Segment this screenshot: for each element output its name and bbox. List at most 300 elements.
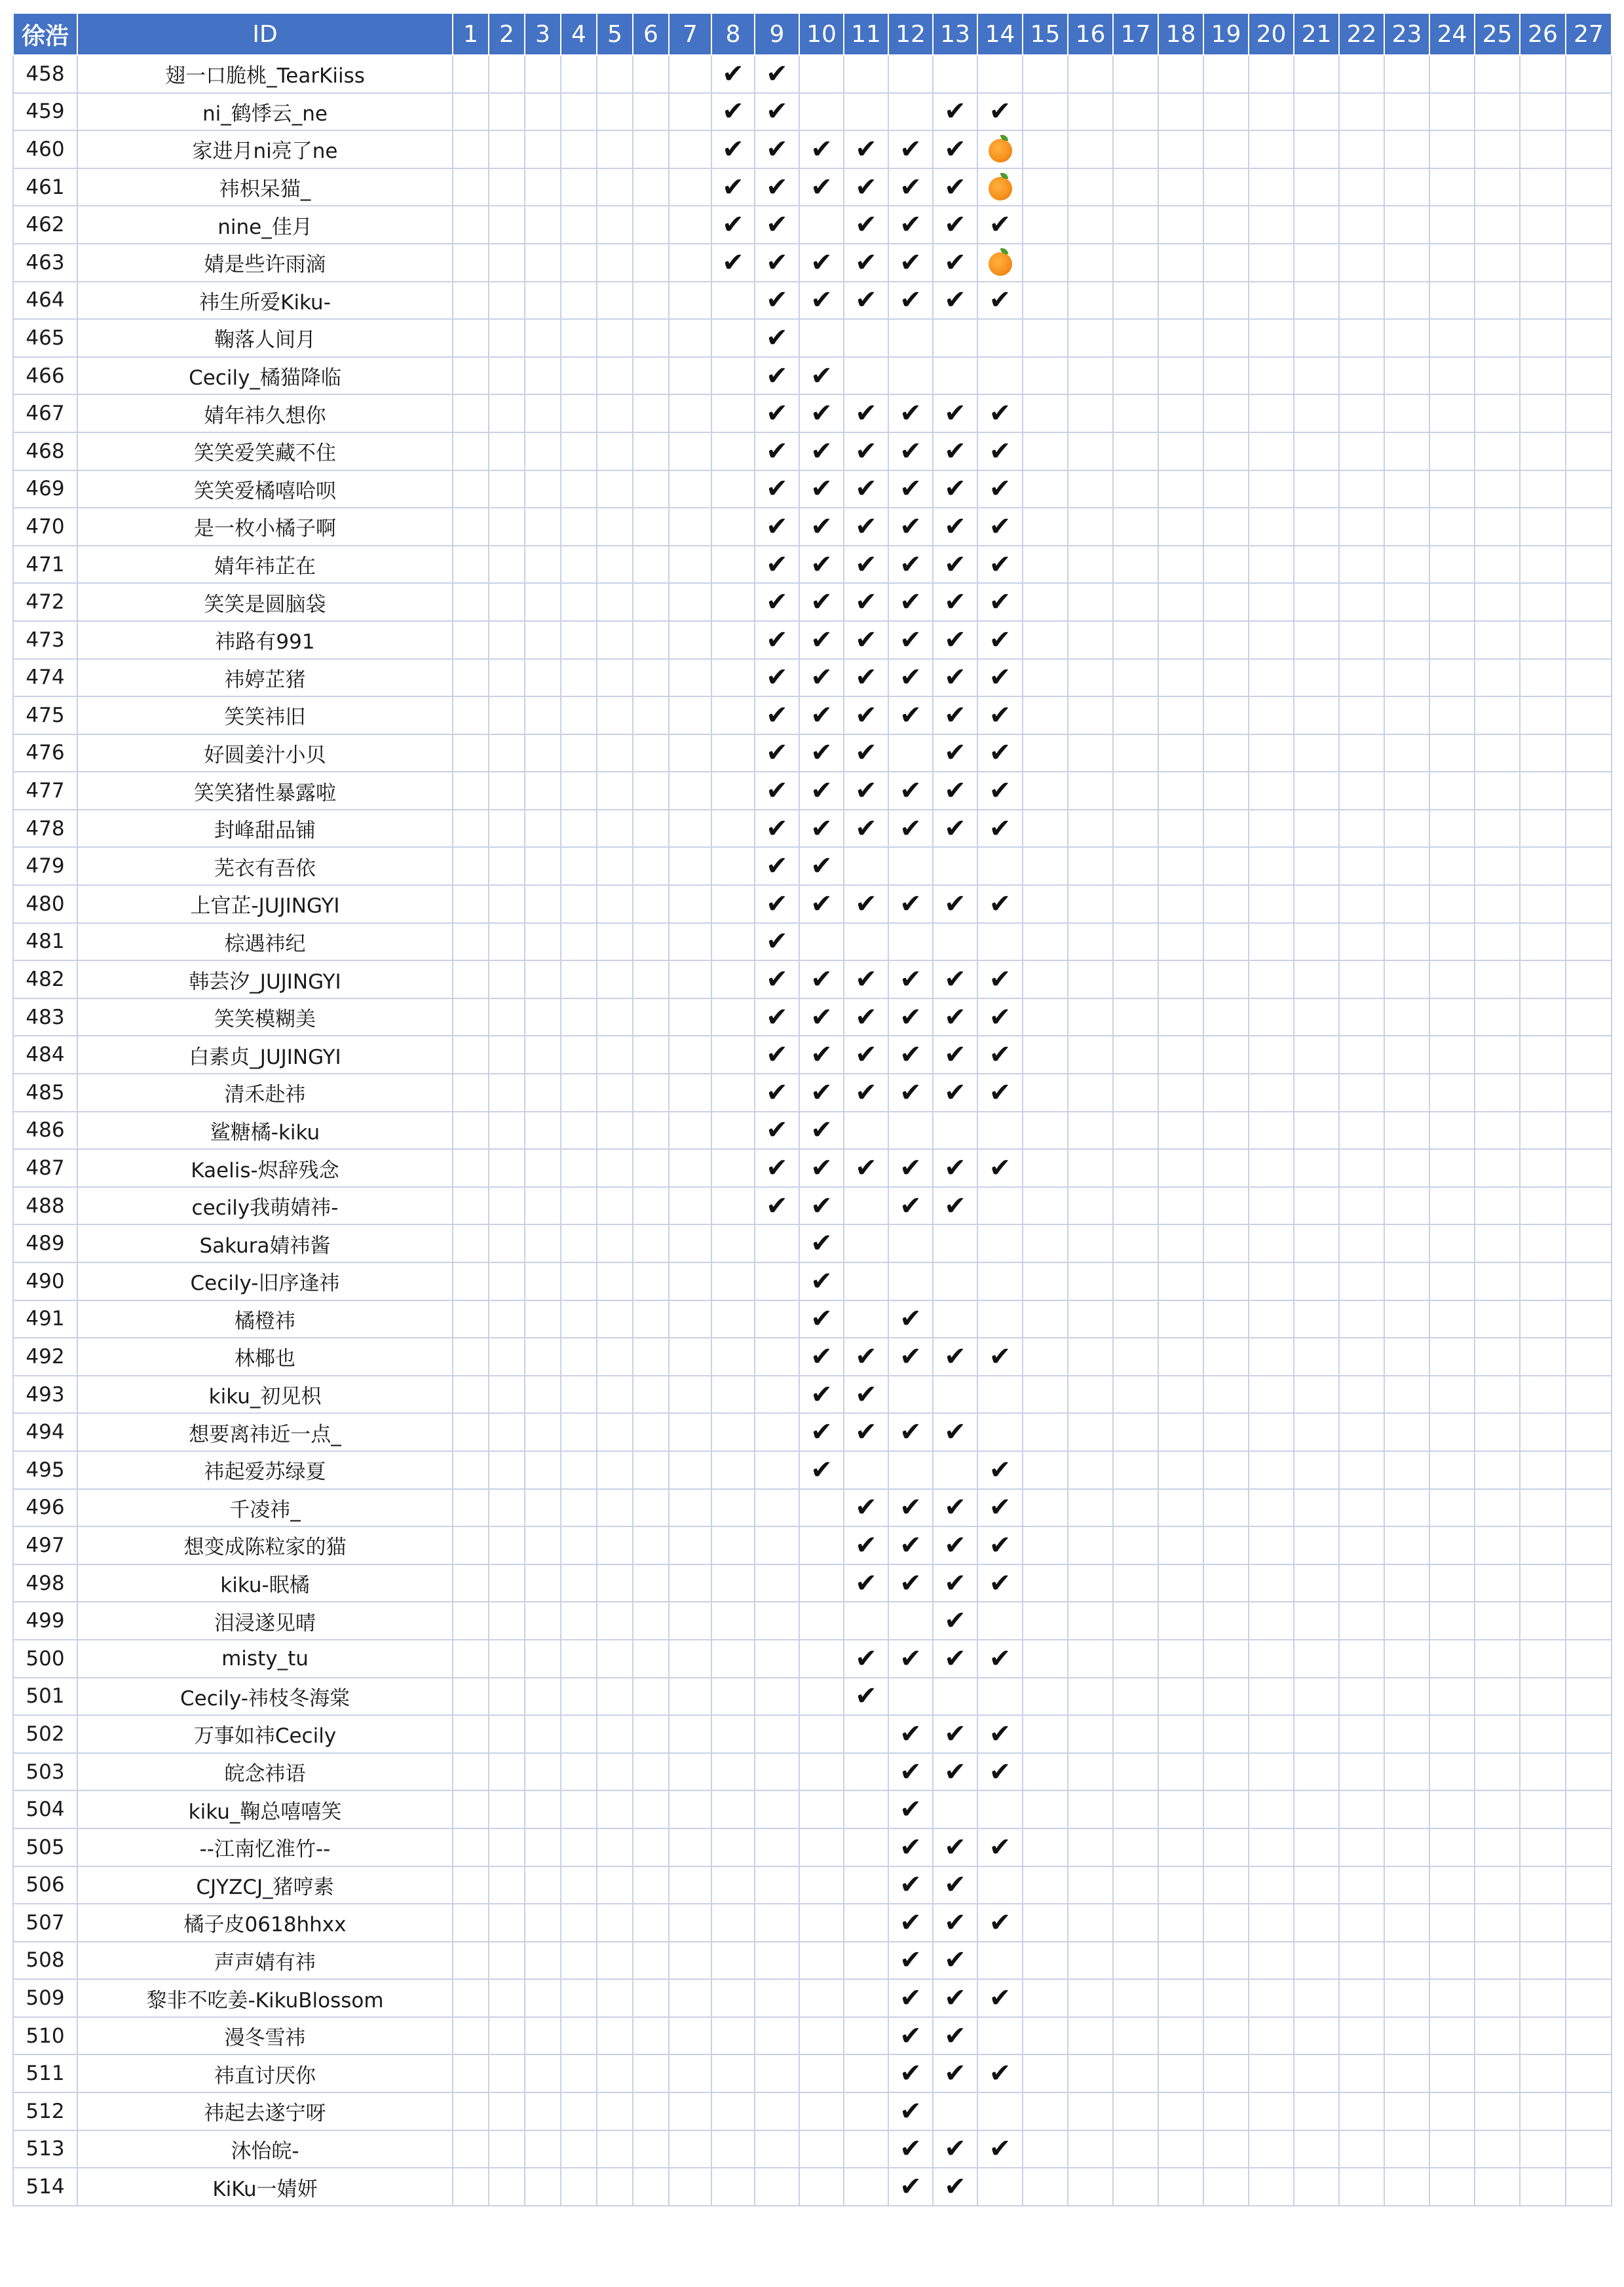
- day-17-cell[interactable]: [1113, 998, 1158, 1036]
- day-4-cell[interactable]: [561, 1602, 597, 1640]
- day-11-cell[interactable]: [844, 432, 888, 470]
- day-24-cell[interactable]: [1429, 2130, 1475, 2168]
- day-16-cell[interactable]: [1068, 394, 1113, 432]
- day-3-cell[interactable]: [525, 394, 561, 432]
- day-20-cell[interactable]: [1249, 1828, 1294, 1866]
- day-11-cell[interactable]: [844, 1866, 888, 1904]
- day-14-cell[interactable]: [977, 1224, 1023, 1262]
- day-7-cell[interactable]: [669, 810, 711, 848]
- day-26-cell[interactable]: [1520, 394, 1566, 432]
- day-10-cell[interactable]: [799, 1715, 844, 1753]
- day-20-cell[interactable]: [1249, 1451, 1294, 1489]
- day-21-cell[interactable]: [1294, 1828, 1339, 1866]
- day-14-cell[interactable]: [977, 2054, 1023, 2092]
- day-15-cell[interactable]: [1023, 508, 1068, 546]
- day-6-cell[interactable]: [633, 1074, 669, 1112]
- day-12-cell[interactable]: [888, 1112, 933, 1150]
- day-12-cell[interactable]: [888, 1753, 933, 1791]
- day-6-cell[interactable]: [633, 1262, 669, 1300]
- day-19-cell[interactable]: [1203, 1526, 1249, 1564]
- header-day-25[interactable]: 25: [1475, 13, 1520, 55]
- user-id-cell[interactable]: kiku_鞠总嘻嘻笑: [77, 1790, 453, 1828]
- day-24-cell[interactable]: [1429, 1224, 1475, 1262]
- day-14-cell[interactable]: [977, 357, 1023, 395]
- day-16-cell[interactable]: [1068, 1149, 1113, 1187]
- day-22-cell[interactable]: [1339, 244, 1384, 282]
- day-18-cell[interactable]: [1158, 2017, 1203, 2055]
- day-17-cell[interactable]: [1113, 1224, 1158, 1262]
- day-25-cell[interactable]: [1475, 734, 1520, 772]
- day-13-cell[interactable]: [933, 1112, 977, 1150]
- day-18-cell[interactable]: [1158, 1866, 1203, 1904]
- day-7-cell[interactable]: [669, 1074, 711, 1112]
- day-26-cell[interactable]: [1520, 696, 1566, 734]
- day-20-cell[interactable]: [1249, 923, 1294, 961]
- day-27-cell[interactable]: [1566, 432, 1612, 470]
- day-9-cell[interactable]: [755, 546, 799, 584]
- day-24-cell[interactable]: [1429, 1942, 1475, 1980]
- day-5-cell[interactable]: [597, 1828, 633, 1866]
- day-1-cell[interactable]: [453, 2168, 489, 2206]
- day-19-cell[interactable]: [1203, 546, 1249, 584]
- day-13-cell[interactable]: [933, 357, 977, 395]
- day-4-cell[interactable]: [561, 810, 597, 848]
- day-5-cell[interactable]: [597, 244, 633, 282]
- day-25-cell[interactable]: [1475, 1790, 1520, 1828]
- day-12-cell[interactable]: [888, 1942, 933, 1980]
- day-18-cell[interactable]: [1158, 2168, 1203, 2206]
- day-1-cell[interactable]: [453, 1526, 489, 1564]
- day-6-cell[interactable]: [633, 1866, 669, 1904]
- row-number-cell[interactable]: 469: [13, 470, 77, 508]
- day-17-cell[interactable]: [1113, 960, 1158, 998]
- day-25-cell[interactable]: [1475, 960, 1520, 998]
- day-3-cell[interactable]: [525, 885, 561, 923]
- day-4-cell[interactable]: [561, 1904, 597, 1942]
- day-25-cell[interactable]: [1475, 244, 1520, 282]
- day-10-cell[interactable]: [799, 2168, 844, 2206]
- row-number-cell[interactable]: 506: [13, 1866, 77, 1904]
- day-16-cell[interactable]: [1068, 1564, 1113, 1602]
- day-17-cell[interactable]: [1113, 1564, 1158, 1602]
- day-2-cell[interactable]: [489, 810, 525, 848]
- day-12-cell[interactable]: [888, 772, 933, 810]
- day-14-cell[interactable]: [977, 1564, 1023, 1602]
- day-26-cell[interactable]: [1520, 659, 1566, 697]
- day-10-cell[interactable]: [799, 1904, 844, 1942]
- day-13-cell[interactable]: [933, 206, 977, 244]
- day-5-cell[interactable]: [597, 1036, 633, 1074]
- day-3-cell[interactable]: [525, 1828, 561, 1866]
- day-24-cell[interactable]: [1429, 772, 1475, 810]
- header-day-7[interactable]: 7: [669, 13, 711, 55]
- day-2-cell[interactable]: [489, 1753, 525, 1791]
- day-21-cell[interactable]: [1294, 1715, 1339, 1753]
- day-27-cell[interactable]: [1566, 1300, 1612, 1338]
- day-27-cell[interactable]: [1566, 1262, 1612, 1300]
- day-25-cell[interactable]: [1475, 1187, 1520, 1225]
- day-2-cell[interactable]: [489, 244, 525, 282]
- day-14-cell[interactable]: [977, 1715, 1023, 1753]
- day-12-cell[interactable]: [888, 2092, 933, 2130]
- day-19-cell[interactable]: [1203, 1112, 1249, 1150]
- day-4-cell[interactable]: [561, 1187, 597, 1225]
- day-21-cell[interactable]: [1294, 2092, 1339, 2130]
- day-21-cell[interactable]: [1294, 1489, 1339, 1527]
- day-11-cell[interactable]: [844, 168, 888, 206]
- day-11-cell[interactable]: [844, 1074, 888, 1112]
- day-17-cell[interactable]: [1113, 1300, 1158, 1338]
- day-7-cell[interactable]: [669, 1564, 711, 1602]
- day-17-cell[interactable]: [1113, 1451, 1158, 1489]
- day-15-cell[interactable]: [1023, 319, 1068, 357]
- day-6-cell[interactable]: [633, 2017, 669, 2055]
- day-24-cell[interactable]: [1429, 470, 1475, 508]
- day-15-cell[interactable]: [1023, 1753, 1068, 1791]
- row-number-cell[interactable]: 471: [13, 546, 77, 584]
- day-16-cell[interactable]: [1068, 55, 1113, 93]
- user-id-cell[interactable]: 好圆姜汁小贝: [77, 734, 453, 772]
- day-3-cell[interactable]: [525, 696, 561, 734]
- day-5-cell[interactable]: [597, 1790, 633, 1828]
- day-3-cell[interactable]: [525, 1224, 561, 1262]
- day-3-cell[interactable]: [525, 1149, 561, 1187]
- day-20-cell[interactable]: [1249, 1187, 1294, 1225]
- day-25-cell[interactable]: [1475, 1526, 1520, 1564]
- row-number-cell[interactable]: 500: [13, 1640, 77, 1678]
- day-22-cell[interactable]: [1339, 508, 1384, 546]
- day-9-cell[interactable]: [755, 1187, 799, 1225]
- day-23-cell[interactable]: [1384, 1262, 1429, 1300]
- row-number-cell[interactable]: 479: [13, 847, 77, 885]
- day-11-cell[interactable]: [844, 1149, 888, 1187]
- day-26-cell[interactable]: [1520, 2130, 1566, 2168]
- day-19-cell[interactable]: [1203, 923, 1249, 961]
- day-27-cell[interactable]: [1566, 621, 1612, 659]
- day-21-cell[interactable]: [1294, 696, 1339, 734]
- day-4-cell[interactable]: [561, 734, 597, 772]
- day-15-cell[interactable]: [1023, 206, 1068, 244]
- day-3-cell[interactable]: [525, 810, 561, 848]
- day-12-cell[interactable]: [888, 1074, 933, 1112]
- day-16-cell[interactable]: [1068, 432, 1113, 470]
- day-8-cell[interactable]: [711, 55, 755, 93]
- day-27-cell[interactable]: [1566, 772, 1612, 810]
- header-day-5[interactable]: 5: [597, 13, 633, 55]
- day-17-cell[interactable]: [1113, 1338, 1158, 1376]
- row-number-cell[interactable]: 458: [13, 55, 77, 93]
- day-2-cell[interactable]: [489, 1828, 525, 1866]
- day-12-cell[interactable]: [888, 1376, 933, 1414]
- day-18-cell[interactable]: [1158, 960, 1203, 998]
- day-27-cell[interactable]: [1566, 1526, 1612, 1564]
- day-15-cell[interactable]: [1023, 659, 1068, 697]
- row-number-cell[interactable]: 494: [13, 1413, 77, 1451]
- day-6-cell[interactable]: [633, 546, 669, 584]
- day-24-cell[interactable]: [1429, 1640, 1475, 1678]
- day-27-cell[interactable]: [1566, 2092, 1612, 2130]
- day-10-cell[interactable]: [799, 1036, 844, 1074]
- day-10-cell[interactable]: [799, 885, 844, 923]
- day-6-cell[interactable]: [633, 1224, 669, 1262]
- day-27-cell[interactable]: [1566, 1074, 1612, 1112]
- user-id-cell[interactable]: Kaelis-烬辞残念: [77, 1149, 453, 1187]
- day-18-cell[interactable]: [1158, 1640, 1203, 1678]
- day-4-cell[interactable]: [561, 1828, 597, 1866]
- day-22-cell[interactable]: [1339, 1489, 1384, 1527]
- header-day-18[interactable]: 18: [1158, 13, 1203, 55]
- day-12-cell[interactable]: [888, 394, 933, 432]
- day-26-cell[interactable]: [1520, 93, 1566, 131]
- user-id-cell[interactable]: 声声婧有祎: [77, 1942, 453, 1980]
- day-24-cell[interactable]: [1429, 847, 1475, 885]
- day-3-cell[interactable]: [525, 1678, 561, 1716]
- day-6-cell[interactable]: [633, 1564, 669, 1602]
- day-7-cell[interactable]: [669, 1828, 711, 1866]
- day-7-cell[interactable]: [669, 1187, 711, 1225]
- day-16-cell[interactable]: [1068, 1262, 1113, 1300]
- day-18-cell[interactable]: [1158, 282, 1203, 320]
- day-4-cell[interactable]: [561, 847, 597, 885]
- day-8-cell[interactable]: [711, 734, 755, 772]
- day-15-cell[interactable]: [1023, 1187, 1068, 1225]
- day-12-cell[interactable]: [888, 810, 933, 848]
- row-number-cell[interactable]: 483: [13, 998, 77, 1036]
- day-16-cell[interactable]: [1068, 1489, 1113, 1527]
- day-8-cell[interactable]: [711, 1074, 755, 1112]
- day-23-cell[interactable]: [1384, 1828, 1429, 1866]
- day-4-cell[interactable]: [561, 2168, 597, 2206]
- day-17-cell[interactable]: [1113, 1790, 1158, 1828]
- day-10-cell[interactable]: [799, 1187, 844, 1225]
- day-16-cell[interactable]: [1068, 2017, 1113, 2055]
- day-6-cell[interactable]: [633, 130, 669, 168]
- day-19-cell[interactable]: [1203, 508, 1249, 546]
- day-6-cell[interactable]: [633, 923, 669, 961]
- day-2-cell[interactable]: [489, 2017, 525, 2055]
- day-11-cell[interactable]: [844, 1678, 888, 1716]
- day-6-cell[interactable]: [633, 1602, 669, 1640]
- day-20-cell[interactable]: [1249, 1376, 1294, 1414]
- day-19-cell[interactable]: [1203, 1413, 1249, 1451]
- day-26-cell[interactable]: [1520, 621, 1566, 659]
- day-8-cell[interactable]: [711, 130, 755, 168]
- day-18-cell[interactable]: [1158, 1828, 1203, 1866]
- day-8-cell[interactable]: [711, 244, 755, 282]
- day-14-cell[interactable]: [977, 1753, 1023, 1791]
- day-6-cell[interactable]: [633, 1489, 669, 1527]
- day-22-cell[interactable]: [1339, 357, 1384, 395]
- day-16-cell[interactable]: [1068, 583, 1113, 621]
- day-7-cell[interactable]: [669, 923, 711, 961]
- day-24-cell[interactable]: [1429, 1149, 1475, 1187]
- day-12-cell[interactable]: [888, 1866, 933, 1904]
- day-25-cell[interactable]: [1475, 1979, 1520, 2017]
- day-18-cell[interactable]: [1158, 1942, 1203, 1980]
- day-7-cell[interactable]: [669, 319, 711, 357]
- day-17-cell[interactable]: [1113, 2130, 1158, 2168]
- day-13-cell[interactable]: [933, 1451, 977, 1489]
- day-12-cell[interactable]: [888, 1187, 933, 1225]
- day-27-cell[interactable]: [1566, 1489, 1612, 1527]
- day-5-cell[interactable]: [597, 960, 633, 998]
- day-20-cell[interactable]: [1249, 1300, 1294, 1338]
- header-day-20[interactable]: 20: [1249, 13, 1294, 55]
- day-5-cell[interactable]: [597, 885, 633, 923]
- day-5-cell[interactable]: [597, 55, 633, 93]
- day-15-cell[interactable]: [1023, 583, 1068, 621]
- day-26-cell[interactable]: [1520, 1074, 1566, 1112]
- day-27-cell[interactable]: [1566, 734, 1612, 772]
- row-number-cell[interactable]: 466: [13, 357, 77, 395]
- user-id-cell[interactable]: 祎生所爱Kiku-: [77, 282, 453, 320]
- day-15-cell[interactable]: [1023, 1979, 1068, 2017]
- day-11-cell[interactable]: [844, 282, 888, 320]
- day-1-cell[interactable]: [453, 885, 489, 923]
- day-1-cell[interactable]: [453, 1790, 489, 1828]
- day-17-cell[interactable]: [1113, 168, 1158, 206]
- day-1-cell[interactable]: [453, 1376, 489, 1414]
- day-4-cell[interactable]: [561, 772, 597, 810]
- day-10-cell[interactable]: [799, 2054, 844, 2092]
- day-5-cell[interactable]: [597, 2130, 633, 2168]
- day-4-cell[interactable]: [561, 1790, 597, 1828]
- day-14-cell[interactable]: [977, 1640, 1023, 1678]
- day-22-cell[interactable]: [1339, 1678, 1384, 1716]
- day-16-cell[interactable]: [1068, 1715, 1113, 1753]
- day-10-cell[interactable]: [799, 696, 844, 734]
- day-9-cell[interactable]: [755, 960, 799, 998]
- day-13-cell[interactable]: [933, 93, 977, 131]
- day-25-cell[interactable]: [1475, 1942, 1520, 1980]
- day-13-cell[interactable]: [933, 621, 977, 659]
- day-20-cell[interactable]: [1249, 1564, 1294, 1602]
- row-number-cell[interactable]: 459: [13, 93, 77, 131]
- day-8-cell[interactable]: [711, 1338, 755, 1376]
- day-19-cell[interactable]: [1203, 1262, 1249, 1300]
- day-15-cell[interactable]: [1023, 1602, 1068, 1640]
- day-19-cell[interactable]: [1203, 659, 1249, 697]
- day-22-cell[interactable]: [1339, 206, 1384, 244]
- day-7-cell[interactable]: [669, 1300, 711, 1338]
- day-8-cell[interactable]: [711, 885, 755, 923]
- day-5-cell[interactable]: [597, 1942, 633, 1980]
- day-14-cell[interactable]: [977, 2168, 1023, 2206]
- day-17-cell[interactable]: [1113, 1036, 1158, 1074]
- day-22-cell[interactable]: [1339, 1866, 1384, 1904]
- day-11-cell[interactable]: [844, 1640, 888, 1678]
- day-5-cell[interactable]: [597, 93, 633, 131]
- day-1-cell[interactable]: [453, 1300, 489, 1338]
- day-14-cell[interactable]: [977, 1489, 1023, 1527]
- day-23-cell[interactable]: [1384, 1451, 1429, 1489]
- day-23-cell[interactable]: [1384, 1753, 1429, 1791]
- day-18-cell[interactable]: [1158, 1187, 1203, 1225]
- day-1-cell[interactable]: [453, 1451, 489, 1489]
- day-17-cell[interactable]: [1113, 885, 1158, 923]
- day-15-cell[interactable]: [1023, 1828, 1068, 1866]
- day-11-cell[interactable]: [844, 1036, 888, 1074]
- day-4-cell[interactable]: [561, 319, 597, 357]
- day-22-cell[interactable]: [1339, 93, 1384, 131]
- day-12-cell[interactable]: [888, 847, 933, 885]
- day-21-cell[interactable]: [1294, 1866, 1339, 1904]
- row-number-cell[interactable]: 470: [13, 508, 77, 546]
- day-25-cell[interactable]: [1475, 810, 1520, 848]
- day-9-cell[interactable]: [755, 1413, 799, 1451]
- day-15-cell[interactable]: [1023, 885, 1068, 923]
- day-17-cell[interactable]: [1113, 1074, 1158, 1112]
- day-4-cell[interactable]: [561, 546, 597, 584]
- day-17-cell[interactable]: [1113, 206, 1158, 244]
- day-1-cell[interactable]: [453, 1942, 489, 1980]
- day-12-cell[interactable]: [888, 1224, 933, 1262]
- header-day-26[interactable]: 26: [1520, 13, 1566, 55]
- day-25-cell[interactable]: [1475, 394, 1520, 432]
- day-9-cell[interactable]: [755, 696, 799, 734]
- day-17-cell[interactable]: [1113, 923, 1158, 961]
- day-25-cell[interactable]: [1475, 1036, 1520, 1074]
- day-17-cell[interactable]: [1113, 1413, 1158, 1451]
- day-14-cell[interactable]: [977, 2130, 1023, 2168]
- day-12-cell[interactable]: [888, 319, 933, 357]
- day-18-cell[interactable]: [1158, 583, 1203, 621]
- day-22-cell[interactable]: [1339, 2017, 1384, 2055]
- day-3-cell[interactable]: [525, 1300, 561, 1338]
- day-24-cell[interactable]: [1429, 282, 1475, 320]
- day-25-cell[interactable]: [1475, 1564, 1520, 1602]
- day-15-cell[interactable]: [1023, 244, 1068, 282]
- day-14-cell[interactable]: [977, 1866, 1023, 1904]
- day-6-cell[interactable]: [633, 282, 669, 320]
- day-8-cell[interactable]: [711, 772, 755, 810]
- day-24-cell[interactable]: [1429, 1828, 1475, 1866]
- day-26-cell[interactable]: [1520, 1451, 1566, 1489]
- day-24-cell[interactable]: [1429, 960, 1475, 998]
- day-13-cell[interactable]: [933, 130, 977, 168]
- day-5-cell[interactable]: [597, 810, 633, 848]
- day-8-cell[interactable]: [711, 206, 755, 244]
- day-20-cell[interactable]: [1249, 1942, 1294, 1980]
- day-11-cell[interactable]: [844, 2092, 888, 2130]
- day-20-cell[interactable]: [1249, 772, 1294, 810]
- day-4-cell[interactable]: [561, 206, 597, 244]
- day-12-cell[interactable]: [888, 696, 933, 734]
- day-18-cell[interactable]: [1158, 2054, 1203, 2092]
- day-12-cell[interactable]: [888, 93, 933, 131]
- day-11-cell[interactable]: [844, 1376, 888, 1414]
- day-10-cell[interactable]: [799, 55, 844, 93]
- row-number-cell[interactable]: 475: [13, 696, 77, 734]
- day-7-cell[interactable]: [669, 1979, 711, 2017]
- day-14-cell[interactable]: [977, 1413, 1023, 1451]
- day-10-cell[interactable]: [799, 1526, 844, 1564]
- day-24-cell[interactable]: [1429, 432, 1475, 470]
- day-11-cell[interactable]: [844, 1979, 888, 2017]
- day-13-cell[interactable]: [933, 1074, 977, 1112]
- day-15-cell[interactable]: [1023, 1224, 1068, 1262]
- day-11-cell[interactable]: [844, 1526, 888, 1564]
- row-number-cell[interactable]: 513: [13, 2130, 77, 2168]
- day-17-cell[interactable]: [1113, 55, 1158, 93]
- day-26-cell[interactable]: [1520, 357, 1566, 395]
- row-number-cell[interactable]: 464: [13, 282, 77, 320]
- day-10-cell[interactable]: [799, 130, 844, 168]
- day-21-cell[interactable]: [1294, 960, 1339, 998]
- day-6-cell[interactable]: [633, 432, 669, 470]
- day-23-cell[interactable]: [1384, 2054, 1429, 2092]
- day-11-cell[interactable]: [844, 1828, 888, 1866]
